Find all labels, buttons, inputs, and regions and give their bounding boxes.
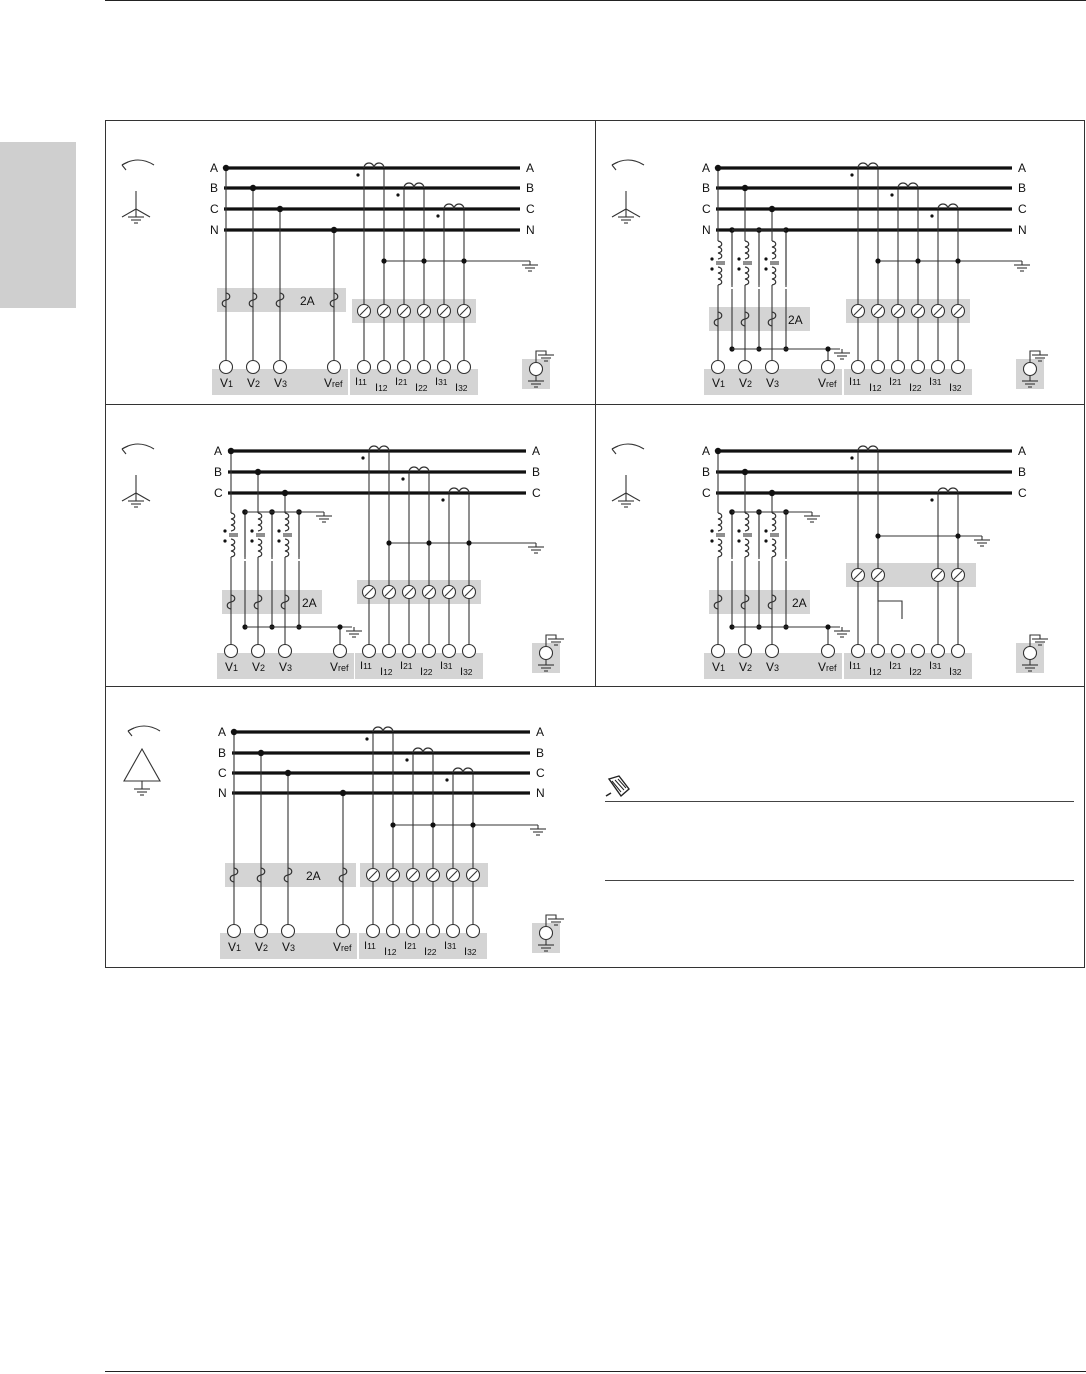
current-label-12: I12 bbox=[375, 382, 388, 394]
junction-dot bbox=[715, 165, 721, 171]
delta-symbol-icon bbox=[124, 749, 160, 781]
bus-label-right-C: C bbox=[526, 202, 535, 216]
voltage-label-v1: V1 bbox=[220, 376, 234, 390]
junction-dot bbox=[381, 258, 386, 263]
junction-dot bbox=[769, 490, 775, 496]
top-rule bbox=[105, 0, 1086, 1]
current-label-12: I12 bbox=[384, 946, 397, 958]
junction-dot bbox=[231, 729, 237, 735]
current-terminal-4 bbox=[418, 361, 431, 374]
current-label-31: I31 bbox=[440, 660, 453, 672]
current-terminal-3 bbox=[407, 925, 420, 938]
junction-dot bbox=[742, 469, 748, 475]
bus-label-left-A: A bbox=[218, 725, 227, 739]
polarity-dot bbox=[764, 539, 767, 542]
current-label-11: I11 bbox=[849, 376, 861, 388]
polarity-dot bbox=[365, 737, 368, 740]
junction-dot bbox=[390, 822, 395, 827]
junction-dot bbox=[715, 448, 721, 454]
ground-icon bbox=[974, 540, 990, 546]
polarity-dot bbox=[710, 267, 713, 270]
current-terminal-2 bbox=[378, 361, 391, 374]
voltage-label-v3: V3 bbox=[274, 376, 288, 390]
junction-dot bbox=[277, 206, 283, 212]
junction-dot bbox=[258, 750, 264, 756]
junction-dot bbox=[282, 490, 288, 496]
current-label-31: I31 bbox=[929, 660, 942, 672]
voltage-label-v2: V2 bbox=[252, 660, 266, 674]
fuse-rating: 2A bbox=[300, 294, 315, 308]
current-terminal-5 bbox=[447, 925, 460, 938]
polarity-dot bbox=[710, 257, 713, 260]
junction-dot bbox=[285, 770, 291, 776]
polarity-dot bbox=[710, 529, 713, 532]
vt-secondary bbox=[285, 539, 289, 557]
voltage-terminal-v3 bbox=[766, 645, 779, 658]
ground-icon bbox=[530, 829, 546, 835]
ground-terminal bbox=[1024, 647, 1037, 660]
polarity-dot bbox=[737, 267, 740, 270]
junction-dot bbox=[430, 822, 435, 827]
current-label-22: I22 bbox=[909, 666, 922, 678]
junction-dot bbox=[825, 624, 830, 629]
bus-label-right-C: C bbox=[532, 486, 541, 500]
bus-label-left-B: B bbox=[702, 181, 711, 195]
current-label-21: I21 bbox=[395, 376, 408, 388]
junction-dot bbox=[386, 540, 391, 545]
voltage-terminal-v1 bbox=[225, 645, 238, 658]
fuse-rating: 2A bbox=[302, 596, 317, 610]
polarity-dot bbox=[277, 529, 280, 532]
current-terminal-4 bbox=[912, 361, 925, 374]
bus-label-right-C: C bbox=[536, 766, 545, 780]
ground-icon bbox=[834, 353, 850, 359]
current-terminal-6 bbox=[463, 645, 476, 658]
voltage-label-vref: Vref bbox=[330, 660, 349, 674]
voltage-label-vref: Vref bbox=[333, 940, 352, 954]
current-terminal-3 bbox=[398, 361, 411, 374]
current-label-22: I22 bbox=[415, 382, 428, 394]
current-terminal-2 bbox=[387, 925, 400, 938]
current-terminal-6 bbox=[458, 361, 471, 374]
diagram-3ph-3w-wye-3pt-2ct bbox=[596, 405, 1085, 686]
bus-label-right-N: N bbox=[526, 223, 535, 237]
current-terminal-3 bbox=[892, 645, 905, 658]
bus-label-right-A: A bbox=[1018, 161, 1027, 175]
voltage-label-v1: V1 bbox=[228, 940, 242, 954]
arrow-head bbox=[612, 446, 618, 454]
wye-leg bbox=[122, 209, 136, 217]
junction-dot bbox=[470, 822, 475, 827]
voltage-transformer-icon bbox=[285, 513, 289, 531]
wye-leg bbox=[626, 209, 640, 217]
polarity-dot bbox=[850, 456, 853, 459]
current-label-21: I21 bbox=[404, 940, 417, 952]
bus-label-left-A: A bbox=[214, 444, 223, 458]
voltage-label-v3: V3 bbox=[766, 660, 780, 674]
current-label-12: I12 bbox=[869, 382, 882, 394]
current-label-22: I22 bbox=[420, 666, 433, 678]
polarity-dot bbox=[850, 173, 853, 176]
junction-dot bbox=[331, 227, 337, 233]
ground-icon bbox=[128, 501, 144, 507]
polarity-dot bbox=[250, 539, 253, 542]
polarity-dot bbox=[737, 529, 740, 532]
voltage-transformer-icon bbox=[718, 513, 722, 531]
junction-dot bbox=[915, 258, 920, 263]
vt-secondary bbox=[745, 267, 749, 285]
current-terminal-1 bbox=[367, 925, 380, 938]
current-label-31: I31 bbox=[435, 376, 448, 388]
current-terminal-5 bbox=[932, 645, 945, 658]
wye-leg bbox=[612, 493, 626, 501]
polarity-dot bbox=[764, 257, 767, 260]
current-terminal-1 bbox=[358, 361, 371, 374]
bus-label-left-B: B bbox=[702, 465, 711, 479]
bus-label-left-C: C bbox=[702, 202, 711, 216]
note-bottom-rule bbox=[605, 880, 1074, 881]
voltage-label-v3: V3 bbox=[282, 940, 296, 954]
current-terminal-6 bbox=[952, 361, 965, 374]
bus-label-right-N: N bbox=[536, 786, 545, 800]
current-terminal-2 bbox=[383, 645, 396, 658]
junction-dot bbox=[223, 165, 229, 171]
voltage-label-v2: V2 bbox=[247, 376, 261, 390]
voltage-terminal-v3 bbox=[766, 361, 779, 374]
ground-icon bbox=[804, 516, 820, 522]
junction-dot bbox=[255, 469, 261, 475]
voltage-terminal-v2 bbox=[739, 645, 752, 658]
junction-dot bbox=[955, 258, 960, 263]
polarity-dot bbox=[930, 214, 933, 217]
vt-secondary bbox=[231, 539, 235, 557]
current-terminal-1 bbox=[852, 645, 865, 658]
diagram-3ph-4w-delta-direct bbox=[106, 687, 595, 967]
current-label-11: I11 bbox=[364, 940, 376, 952]
ground-icon bbox=[834, 631, 850, 637]
current-terminal-4 bbox=[427, 925, 440, 938]
polarity-dot bbox=[930, 498, 933, 501]
voltage-terminal-vref bbox=[334, 645, 347, 658]
junction-dot bbox=[875, 258, 880, 263]
wye-leg bbox=[136, 209, 150, 217]
voltage-terminal-v1 bbox=[712, 361, 725, 374]
voltage-transformer-icon bbox=[745, 513, 749, 531]
current-terminal-6 bbox=[467, 925, 480, 938]
current-label-32: I32 bbox=[464, 946, 477, 958]
bus-label-left-N: N bbox=[218, 786, 227, 800]
wye-leg bbox=[136, 493, 150, 501]
voltage-terminal-vref bbox=[337, 925, 350, 938]
polarity-dot bbox=[445, 778, 448, 781]
voltage-label-v1: V1 bbox=[712, 376, 726, 390]
voltage-terminal-v1 bbox=[228, 925, 241, 938]
polarity-dot bbox=[223, 529, 226, 532]
voltage-terminal-v1 bbox=[220, 361, 233, 374]
current-label-22: I22 bbox=[424, 946, 437, 958]
junction-dot bbox=[825, 346, 830, 351]
current-label-22: I22 bbox=[909, 382, 922, 394]
current-label-11: I11 bbox=[355, 376, 367, 388]
voltage-terminal-v3 bbox=[282, 925, 295, 938]
polarity-dot bbox=[361, 456, 364, 459]
current-label-12: I12 bbox=[869, 666, 882, 678]
ground-icon bbox=[128, 217, 144, 223]
current-label-31: I31 bbox=[444, 940, 457, 952]
current-terminal-5 bbox=[438, 361, 451, 374]
note-icon bbox=[605, 773, 631, 799]
bus-label-right-N: N bbox=[1018, 223, 1027, 237]
diagram-3ph-4w-wye-3pt bbox=[596, 121, 1085, 404]
voltage-transformer-icon bbox=[772, 241, 776, 259]
voltage-terminal-v3 bbox=[279, 645, 292, 658]
arrow-head bbox=[612, 162, 618, 170]
bus-label-left-C: C bbox=[702, 486, 711, 500]
bus-label-left-C: C bbox=[214, 486, 223, 500]
side-tab bbox=[0, 142, 76, 308]
junction-dot bbox=[250, 185, 256, 191]
bus-label-right-C: C bbox=[1018, 202, 1027, 216]
voltage-terminal-vref bbox=[822, 645, 835, 658]
arrow-head bbox=[128, 728, 134, 736]
wye-leg bbox=[122, 493, 136, 501]
current-terminal-5 bbox=[443, 645, 456, 658]
junction-dot bbox=[742, 185, 748, 191]
voltage-transformer-icon bbox=[772, 513, 776, 531]
current-terminal-4 bbox=[423, 645, 436, 658]
ground-terminal bbox=[530, 363, 543, 376]
polarity-dot bbox=[737, 257, 740, 260]
bus-label-right-A: A bbox=[536, 725, 545, 739]
voltage-label-v3: V3 bbox=[766, 376, 780, 390]
voltage-transformer-icon bbox=[718, 241, 722, 259]
voltage-terminal-vref bbox=[328, 361, 341, 374]
junction-dot bbox=[228, 448, 234, 454]
current-terminal-3 bbox=[892, 361, 905, 374]
current-label-32: I32 bbox=[949, 382, 962, 394]
bus-label-left-B: B bbox=[214, 465, 223, 479]
bus-label-left-C: C bbox=[218, 766, 227, 780]
current-terminal-3 bbox=[403, 645, 416, 658]
polarity-dot bbox=[356, 173, 359, 176]
polarity-dot bbox=[710, 539, 713, 542]
current-label-21: I21 bbox=[889, 376, 902, 388]
fuse-rating: 2A bbox=[306, 869, 321, 883]
junction-dot bbox=[875, 533, 880, 538]
current-label-21: I21 bbox=[400, 660, 413, 672]
voltage-label-v2: V2 bbox=[255, 940, 269, 954]
ct-bridge bbox=[878, 582, 902, 619]
polarity-dot bbox=[250, 529, 253, 532]
junction-dot bbox=[340, 790, 346, 796]
junction-dot bbox=[426, 540, 431, 545]
voltage-transformer-icon bbox=[258, 513, 262, 531]
current-terminal-2 bbox=[872, 361, 885, 374]
bus-label-right-B: B bbox=[526, 181, 535, 195]
bus-label-left-N: N bbox=[702, 223, 711, 237]
voltage-terminal-v3 bbox=[274, 361, 287, 374]
voltage-label-vref: Vref bbox=[818, 660, 837, 674]
polarity-dot bbox=[764, 267, 767, 270]
bus-label-right-B: B bbox=[1018, 465, 1027, 479]
voltage-terminal-v2 bbox=[739, 361, 752, 374]
wye-leg bbox=[626, 493, 640, 501]
voltage-label-v2: V2 bbox=[739, 660, 753, 674]
polarity-dot bbox=[441, 498, 444, 501]
current-label-32: I32 bbox=[949, 666, 962, 678]
fuse-block bbox=[225, 863, 356, 887]
current-terminal-1 bbox=[852, 361, 865, 374]
polarity-dot bbox=[223, 539, 226, 542]
current-terminal-5 bbox=[932, 361, 945, 374]
polarity-dot bbox=[436, 214, 439, 217]
polarity-dot bbox=[277, 539, 280, 542]
junction-dot bbox=[769, 206, 775, 212]
voltage-terminal-vref bbox=[822, 361, 835, 374]
voltage-terminal-v2 bbox=[247, 361, 260, 374]
polarity-dot bbox=[737, 539, 740, 542]
ground-icon bbox=[134, 789, 150, 795]
fuse-rating: 2A bbox=[792, 596, 807, 610]
bus-label-left-A: A bbox=[210, 161, 219, 175]
polarity-dot bbox=[401, 477, 404, 480]
voltage-label-v1: V1 bbox=[225, 660, 239, 674]
bus-label-right-B: B bbox=[536, 746, 545, 760]
voltage-label-vref: Vref bbox=[324, 376, 343, 390]
junction-dot bbox=[461, 258, 466, 263]
vt-secondary bbox=[772, 539, 776, 557]
bottom-rule bbox=[105, 1371, 1086, 1372]
junction-dot bbox=[337, 624, 342, 629]
voltage-transformer-icon bbox=[231, 513, 235, 531]
ground-terminal bbox=[1024, 363, 1037, 376]
wye-leg bbox=[612, 209, 626, 217]
bus-label-left-C: C bbox=[210, 202, 219, 216]
voltage-label-vref: Vref bbox=[818, 376, 837, 390]
current-terminal-4 bbox=[912, 645, 925, 658]
bus-label-right-A: A bbox=[532, 444, 541, 458]
current-label-12: I12 bbox=[380, 666, 393, 678]
ground-icon bbox=[528, 547, 544, 553]
bus-label-left-A: A bbox=[702, 444, 711, 458]
polarity-dot bbox=[405, 758, 408, 761]
voltage-terminal-v2 bbox=[252, 645, 265, 658]
ground-icon bbox=[618, 217, 634, 223]
current-label-11: I11 bbox=[849, 660, 861, 672]
polarity-dot bbox=[890, 193, 893, 196]
voltage-terminal-v2 bbox=[255, 925, 268, 938]
current-terminal-1 bbox=[363, 645, 376, 658]
vt-secondary bbox=[258, 539, 262, 557]
arrow-head bbox=[122, 446, 128, 454]
bus-label-right-B: B bbox=[1018, 181, 1027, 195]
current-terminal-6 bbox=[952, 645, 965, 658]
bus-label-right-B: B bbox=[532, 465, 541, 479]
junction-dot bbox=[955, 533, 960, 538]
polarity-dot bbox=[396, 193, 399, 196]
bus-label-left-N: N bbox=[210, 223, 219, 237]
ground-terminal bbox=[540, 927, 553, 940]
bus-label-right-A: A bbox=[1018, 444, 1027, 458]
diagram-3ph-4w-wye-direct bbox=[106, 121, 595, 404]
vt-secondary bbox=[718, 539, 722, 557]
junction-dot bbox=[466, 540, 471, 545]
ground-icon bbox=[1014, 265, 1030, 271]
bus-label-left-A: A bbox=[702, 161, 711, 175]
current-label-32: I32 bbox=[455, 382, 468, 394]
ground-icon bbox=[522, 265, 538, 271]
fuse-rating: 2A bbox=[788, 313, 803, 327]
current-label-32: I32 bbox=[460, 666, 473, 678]
ground-terminal bbox=[540, 647, 553, 660]
vt-secondary bbox=[718, 267, 722, 285]
ground-icon bbox=[316, 516, 332, 522]
junction-dot bbox=[421, 258, 426, 263]
ground-icon bbox=[346, 631, 362, 637]
note-top-rule bbox=[605, 801, 1074, 802]
bus-label-left-B: B bbox=[210, 181, 219, 195]
ground-icon bbox=[618, 501, 634, 507]
polarity-dot bbox=[764, 529, 767, 532]
diagram-3ph-3w-wye-3pt bbox=[106, 405, 595, 686]
voltage-transformer-icon bbox=[745, 241, 749, 259]
current-label-11: I11 bbox=[360, 660, 372, 672]
current-label-31: I31 bbox=[929, 376, 942, 388]
voltage-label-v2: V2 bbox=[739, 376, 753, 390]
bus-label-right-C: C bbox=[1018, 486, 1027, 500]
bus-label-left-B: B bbox=[218, 746, 227, 760]
vt-secondary bbox=[745, 539, 749, 557]
voltage-label-v1: V1 bbox=[712, 660, 726, 674]
current-label-21: I21 bbox=[889, 660, 902, 672]
current-terminal-2 bbox=[872, 645, 885, 658]
bus-label-right-A: A bbox=[526, 161, 535, 175]
arrow-head bbox=[122, 162, 128, 170]
voltage-terminal-v1 bbox=[712, 645, 725, 658]
voltage-label-v3: V3 bbox=[279, 660, 293, 674]
vt-secondary bbox=[772, 267, 776, 285]
